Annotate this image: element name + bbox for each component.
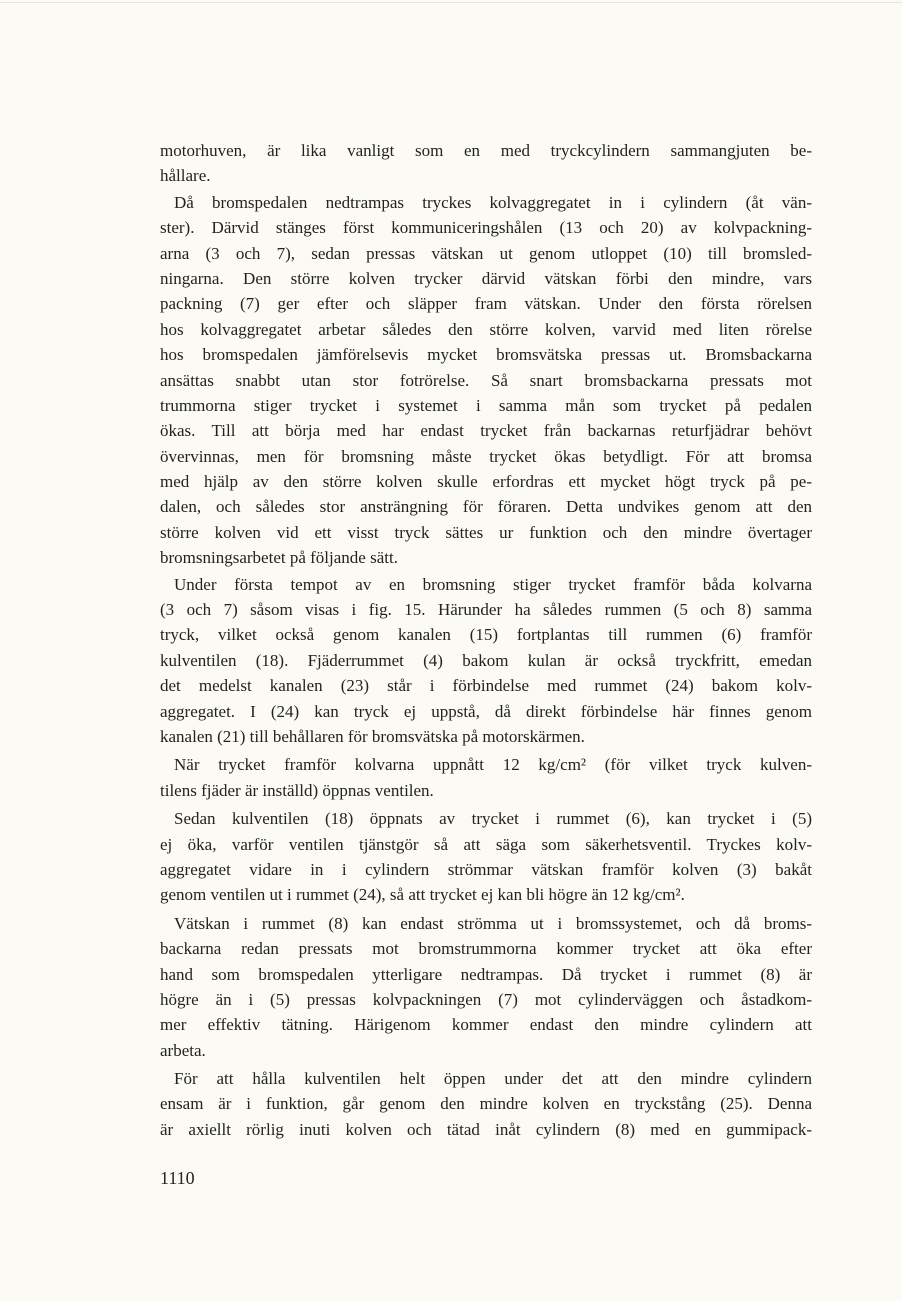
page-edge [0,2,902,3]
paragraph [160,752,812,803]
text-line: dalen, och således stor ansträngning för föraren. Detta undvikes genom att den [160,497,812,517]
text-line: större kolven vid ett visst tryck sättes ur funktion och den mindre övertager [160,522,812,542]
body-text [160,138,812,1143]
text-line: mer effektiv tätning. Härigenom kommer endast den mindre cylindern att [160,1015,812,1035]
text-line: När trycket framför kolvarna uppnått 12 kg/cm² (för vilket tryck kulven- [174,755,812,775]
text-line: genom ventilen ut i rummet (24), så att trycket ej kan bli högre än 12 kg/cm². [160,885,685,905]
paragraph [160,138,812,189]
text-line: aggregatet. I (24) kan tryck ej uppstå, då direkt förbindelse här finnes genom [160,701,812,721]
text-line: ej öka, varför ventilen tjänstgör så att säga som säkerhetsventil. Tryckes kolv- [160,834,812,854]
text-line: det medelst kanalen (23) står i förbindelse med rummet (24) bakom kolv- [160,676,812,696]
text-line: ningarna. Den större kolven trycker därvid vätskan förbi den mindre, vars [160,268,812,288]
text-line: arbeta. [160,1040,206,1060]
text-line: kanalen (21) till behållaren för bromsvätska på motorskärmen. [160,726,585,746]
text-line: Under första tempot av en bromsning stiger trycket framför båda kolvarna [174,574,812,594]
text-line: backarna redan pressats mot bromstrummorna kommer trycket att öka efter [160,939,812,959]
text-line: hos bromspedalen jämförelsevis mycket bromsvätska pressas ut. Bromsbackarna [160,345,812,365]
text-line: För att hålla kulventilen helt öppen under det att den mindre cylindern [174,1069,812,1089]
text-line: ster). Därvid stänges först kommuniceringshålen (13 och 20) av kolvpackning- [160,218,812,238]
text-line: tryck, vilket också genom kanalen (15) fortplantas till rummen (6) framför [160,625,812,645]
text-line: bromsningsarbetet på följande sätt. [160,548,398,568]
text-line: arna (3 och 7), sedan pressas vätskan ut genom utloppet (10) till bromsled- [160,243,812,263]
paragraph [160,190,812,571]
text-line: kulventilen (18). Fjäderrummet (4) bakom kulan är också tryckfritt, emedan [160,650,812,670]
paragraph [160,806,812,908]
text-line: ansättas snabbt utan stor fotrörelse. Så snart bromsbackarna pressats mot [160,370,812,390]
text-line: ensam är i funktion, går genom den mindre kolven en tryckstång (25). Denna [160,1094,812,1114]
paragraph [160,911,812,1063]
page-number: 1110 [160,1168,195,1188]
text-line: hos kolvaggregatet arbetar således den större kolven, varvid med liten rörelse [160,319,812,339]
text-line: hållare. [160,166,211,186]
text-line: trummorna stiger trycket i systemet i samma mån som trycket på pedalen [160,395,812,415]
text-line: är axiellt rörlig inuti kolven och tätad inåt cylindern (8) med en gummipack- [160,1119,812,1139]
paragraph [160,572,812,750]
text-line: Vätskan i rummet (8) kan endast strömma ut i bromssystemet, och då broms- [174,913,812,933]
text-line: packning (7) ger efter och släpper fram vätskan. Under den första rörelsen [160,294,812,314]
text-line: motorhuven, är lika vanligt som en med tryckcylindern sammangjuten be- [160,141,812,160]
paragraph [160,1066,812,1142]
text-line: aggregatet vidare in i cylindern strömmar vätskan framför kolven (3) bakåt [160,859,812,879]
text-line: högre än i (5) pressas kolvpackningen (7) mot cylinderväggen och åstadkom- [160,989,812,1009]
text-line: hand som bromspedalen ytterligare nedtrampas. Då trycket i rummet (8) är [160,964,812,984]
text-line: ökas. Till att börja med har endast trycket från backarnas returfjädrar behövt [160,421,812,441]
text-line: tilens fjäder är inställd) öppnas ventilen. [160,780,434,800]
text-line: övervinnas, men för bromsning måste trycket ökas betydligt. För att bromsa [160,446,812,466]
text-line: Då bromspedalen nedtrampas tryckes kolvaggregatet in i cylindern (åt vän- [174,192,812,212]
text-line: Sedan kulventilen (18) öppnats av trycket i rummet (6), kan trycket i (5) [174,809,812,829]
text-line: (3 och 7) såsom visas i fig. 15. Härunder ha således rummen (5 och 8) samma [160,600,812,620]
text-line: med hjälp av den större kolven skulle erfordras ett mycket högt tryck på pe- [160,472,812,492]
